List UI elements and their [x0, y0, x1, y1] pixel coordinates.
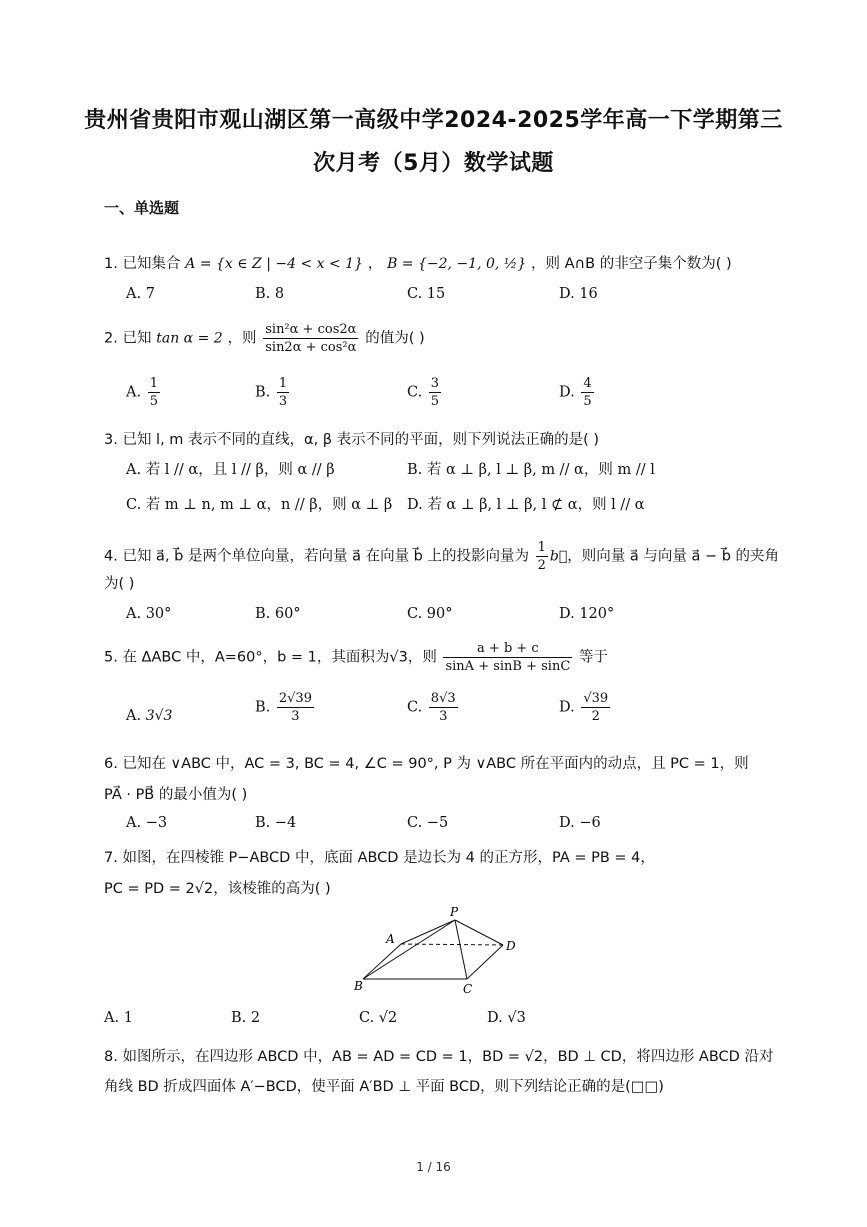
question-2-option-a-num: 1: [149, 376, 158, 391]
question-2-expression-numerator: sin²α + cos2α: [265, 322, 357, 337]
question-5-option-b-num: 2√39: [278, 691, 312, 706]
pyramid-edge-pc: [455, 920, 467, 979]
question-4-stem-line-2: 为( ): [104, 576, 135, 592]
question-8-stem-line-2: 角线 BD 折成四面体 A′−BCD，使平面 A′BD ⊥ 平面 BCD，则下列结论正确的是(□□): [104, 1079, 664, 1095]
question-2-option-d-den: 5: [583, 394, 592, 409]
question-1-comma: ，: [367, 256, 383, 272]
question-2-mid: ，则: [227, 330, 257, 347]
question-7-option-b: B. 2: [231, 1010, 261, 1026]
question-2-option-a-fraction: [148, 375, 160, 410]
question-2-condition: tan α = 2: [156, 330, 223, 347]
question-1-set-a: A = {x ∈ Z | −4 < x < 1}: [185, 256, 363, 272]
question-5-option-d-label: D.: [559, 699, 575, 716]
question-6-option-d: D. −6: [559, 815, 601, 831]
question-5-expression-denominator: sinA + sinB + sinC: [445, 659, 571, 674]
pyramid-label-c: C: [463, 982, 473, 996]
question-2-option-c-num: 3: [430, 376, 440, 391]
question-5-option-c: [407, 690, 460, 725]
question-5-option-b-fraction: [277, 690, 314, 725]
page-indicator: 1 / 16: [416, 1160, 451, 1174]
question-4-option-b: B. 60°: [255, 606, 301, 622]
question-3-stem: 3. 已知 l, m 表示不同的直线，α, β 表示不同的平面，则下列说法正确的是( ): [104, 432, 600, 448]
question-5-suffix: 等于: [578, 649, 608, 666]
question-5-option-a: [126, 708, 172, 724]
question-2-option-d: [559, 375, 596, 410]
question-2-option-c-fraction: [429, 375, 441, 410]
question-4-stem-part-2: ，则向量 a⃗ 与向量 a⃗ − b⃗ 的夹角: [567, 548, 780, 565]
question-1-set-b: B = {−2, −1, 0, ½}: [387, 256, 527, 272]
question-2-option-c: [407, 375, 443, 410]
question-3-option-d: D. 若 α ⊥ β, l ⊥ β, l ⊄ α，则 l // α: [407, 497, 645, 513]
question-5-option-c-fraction: [429, 690, 458, 725]
question-5-stem: [104, 640, 608, 675]
question-5-prefix: 5. 在 ΔABC 中，A=60°，b = 1，其面积为√3，则: [104, 649, 437, 666]
pyramid-edge-pb: [363, 920, 455, 979]
question-4-vector-b: b⃗: [549, 548, 568, 565]
question-2-option-b-fraction: [277, 375, 289, 410]
question-5-option-c-label: C.: [407, 699, 423, 716]
question-2-option-a-den: 5: [149, 394, 158, 409]
question-3-option-c: C. 若 m ⊥ n, m ⊥ α，n // β，则 α ⊥ β: [126, 497, 393, 513]
question-5-option-d-den: 2: [591, 709, 600, 724]
question-4-stem: [104, 539, 779, 574]
question-4-fraction-den: 2: [537, 558, 546, 573]
question-5-option-a-value: 3√3: [145, 708, 173, 724]
question-2-option-b-num: 1: [278, 376, 288, 391]
question-8-stem-line-1: 8. 如图所示，在四边形 ABCD 中，AB = AD = CD = 1，BD = √2，BD ⊥ CD，将四边形 ABCD 沿对: [104, 1049, 774, 1065]
question-2-option-b-den: 3: [278, 394, 288, 409]
question-2-expression-denominator: sin2α + cos²α: [265, 340, 357, 355]
question-5-option-d-fraction: [581, 690, 610, 725]
question-2-prefix: 2. 已知: [104, 330, 152, 347]
pyramid-label-b: B: [354, 979, 363, 993]
question-6-option-b: B. −4: [255, 815, 297, 831]
question-7-option-c: C. √2: [359, 1010, 398, 1026]
document-title-line-2: 次月考（5月）数学试题: [313, 151, 554, 176]
pyramid-edge-cd: [467, 945, 503, 979]
pyramid-edge-pd: [455, 920, 503, 945]
question-4-fraction-num: 1: [537, 540, 546, 555]
question-3-option-b: B. 若 α ⊥ β, l ⊥ β, m // α，则 m // l: [407, 462, 655, 478]
question-5-expression: [443, 640, 572, 675]
question-7-pyramid-figure: [345, 902, 525, 1002]
question-5-option-c-num: 8√3: [430, 691, 456, 706]
question-5-option-c-den: 3: [439, 709, 448, 724]
question-6-option-c: C. −5: [407, 815, 449, 831]
pyramid-label-p: P: [450, 905, 459, 919]
question-3-option-a: A. 若 l // α，且 l // β，则 α // β: [126, 462, 335, 478]
question-1-stem: [104, 252, 732, 273]
question-1-option-d: D. 16: [559, 286, 598, 302]
pyramid-label-a: A: [386, 932, 395, 946]
question-2-option-d-label: D.: [559, 384, 575, 401]
pyramid-label-d: D: [506, 939, 516, 953]
question-2-option-a-label: A.: [126, 384, 142, 401]
question-4-option-d: D. 120°: [559, 606, 615, 622]
question-7-stem-line-2: PC = PD = 2√2，该棱锥的高为( ): [104, 881, 331, 897]
pyramid-edge-ab: [363, 944, 401, 979]
question-5-option-d: [559, 690, 612, 725]
section-heading: 一、单选题: [104, 199, 180, 217]
question-7-stem-line-1: 7. 如图，在四棱锥 P−ABCD 中，底面 ABCD 是边长为 4 的正方形，PA = PB = 4，: [104, 850, 655, 866]
question-2-option-b-label: B.: [255, 384, 271, 401]
question-2-option-a: [126, 375, 162, 410]
question-2-option-c-label: C.: [407, 384, 423, 401]
question-1-option-a: A. 7: [126, 286, 155, 302]
question-5-option-b-label: B.: [255, 699, 271, 716]
question-5-option-b: [255, 690, 316, 725]
question-5-option-b-den: 3: [291, 709, 300, 724]
question-4-stem-part-1: 4. 已知 a⃗, b⃗ 是两个单位向量，若向量 a⃗ 在向量 b⃗ 上的投影向量为: [104, 548, 529, 565]
question-2-option-c-den: 5: [430, 394, 440, 409]
question-2-expression: [263, 321, 358, 356]
question-1-suffix: ，则 A∩B 的非空子集个数为( ): [531, 256, 732, 272]
question-7-option-d: D. √3: [487, 1010, 526, 1026]
question-1-option-b: B. 8: [255, 286, 285, 302]
pyramid-edge-pa: [401, 920, 455, 944]
question-1-prefix: 1. 已知集合: [104, 256, 181, 272]
question-4-fraction: [536, 539, 548, 574]
question-6-stem-line-1: 6. 已知在 ∨ABC 中，AC = 3, BC = 4, ∠C = 90°, P 为 ∨ABC 所在平面内的动点，且 PC = 1，则: [104, 756, 749, 772]
question-7-option-a: A. 1: [104, 1010, 133, 1026]
question-2-stem: [104, 321, 425, 356]
question-5-expression-numerator: a + b + c: [443, 640, 572, 658]
question-6-stem-line-2: PA⃗ · PB⃗ 的最小值为( ): [104, 787, 248, 803]
question-4-option-a: A. 30°: [126, 606, 172, 622]
question-6-option-a: A. −3: [126, 815, 168, 831]
question-5-option-d-num: √39: [583, 691, 609, 706]
question-2-option-d-num: 4: [583, 376, 592, 391]
question-2-suffix: 的值为( ): [365, 330, 425, 347]
question-2-option-d-fraction: [581, 375, 593, 410]
document-title-line-1: 贵州省贵阳市观山湖区第一高级中学2024-2025学年高一下学期第三: [84, 108, 783, 133]
question-1-option-c: C. 15: [407, 286, 446, 302]
question-5-option-a-label: A.: [126, 708, 142, 724]
question-4-option-c: C. 90°: [407, 606, 453, 622]
question-2-option-b: [255, 375, 291, 410]
